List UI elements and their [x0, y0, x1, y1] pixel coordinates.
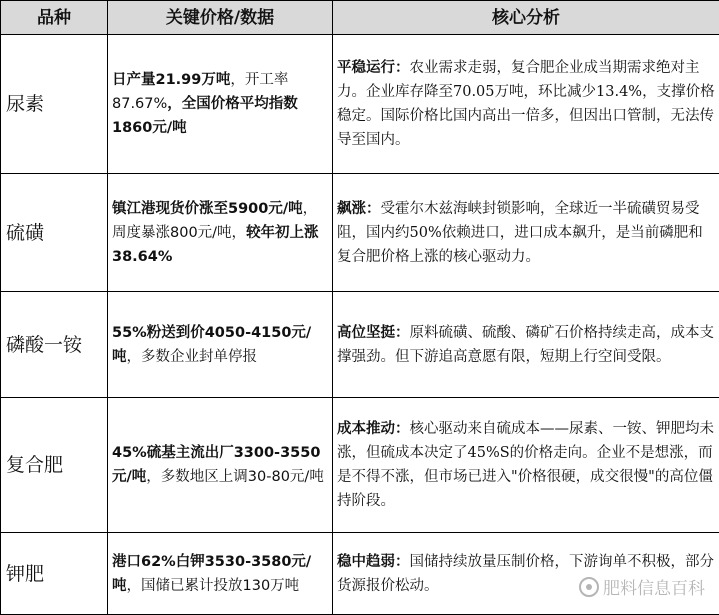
header-variety: 品种 [1, 1, 108, 35]
analysis-cell [333, 398, 719, 533]
price-text: 55%粉送到价4050-4150元/吨 [112, 324, 312, 365]
variety-cell: 硫磺 [1, 174, 108, 292]
analysis-heading: 飙涨： [337, 199, 381, 217]
analysis-text: 受霍尔木兹海峡封锁影响，全球近一半硫磺贸易受阻，国内约50%依赖进口，进口成本飙升，是当前磷肥和复合肥价格上涨的核心驱动力。 [337, 200, 703, 265]
variety-cell: 尿素 [1, 35, 108, 174]
price-cell [108, 533, 333, 615]
table-row [1, 292, 719, 398]
variety-cell: 钾肥 [1, 533, 108, 615]
table-row [1, 174, 719, 292]
price-cell [108, 398, 333, 533]
price-text: ，国储已累计投放130万吨 [126, 577, 300, 594]
analysis-heading: 稳中趋弱： [337, 552, 410, 570]
analysis-heading: 成本推动： [337, 420, 410, 437]
variety-cell: 复合肥 [1, 398, 108, 533]
analysis-text: 国储持续放量压制价格，下游询单不积极，部分货源报价松动。 [337, 553, 714, 594]
analysis-text: 农业需求走弱，复合肥企业成当期需求绝对主力。企业库存降至70.05万吨，环比减少13.4%，支撑价格稳定。国际价格比国内高出一倍多，但因出口管制，无法传导至国内。 [337, 60, 715, 148]
analysis-cell [333, 292, 719, 398]
analysis-text: 核心驱动来自硫成本——尿素、一铵、钾肥均未涨，但硫成本决定了45%S的价格走向。企业不是想涨，而是不得不涨，但市场已进入"价格很硬，成交很慢"的高位僵持阶段。 [337, 421, 714, 509]
header-key-price: 关键价格/数据 [108, 1, 333, 35]
analysis-heading: 平稳运行： [337, 59, 410, 76]
variety-cell: 磷酸一铵 [1, 292, 108, 398]
table-header-row [1, 1, 719, 35]
price-text: ，全国价格平均指数1860元/吨 [112, 96, 298, 136]
analysis-text: 原料硫磺、硫酸、磷矿石价格持续走高，成本支撑强劲。但下游追高意愿有限，短期上行空间受限。 [337, 324, 714, 365]
table-row [1, 35, 719, 174]
analysis-cell [333, 533, 719, 615]
analysis-cell [333, 174, 719, 292]
price-text: ，多数地区上调30-80元/吨 [146, 469, 324, 485]
table-row [1, 533, 719, 615]
price-text: ，开工率87.67% [112, 72, 289, 112]
analysis-cell [333, 35, 719, 174]
price-cell [108, 174, 333, 292]
price-cell [108, 35, 333, 174]
price-text: ，多数企业封单停报 [126, 348, 257, 365]
price-text: 日产量21.99万吨 [112, 72, 231, 88]
price-text: 镇江港现货价涨至5900元/吨 [112, 200, 303, 217]
price-text: ，周度暴涨800元/吨， [112, 200, 318, 241]
table-row [1, 398, 719, 533]
price-cell [108, 292, 333, 398]
analysis-heading: 高位坚挺： [337, 323, 410, 341]
price-text: 45%硫基主流出厂3300-3550元/吨 [112, 445, 321, 485]
price-text: 较年初上涨38.64% [112, 224, 319, 265]
price-text: 港口62%白钾3530-3580元/吨 [112, 553, 312, 594]
watermark-text: 肥料信息百科 [603, 579, 705, 599]
table-body [1, 35, 719, 615]
header-core-analysis: 核心分析 [333, 1, 719, 35]
